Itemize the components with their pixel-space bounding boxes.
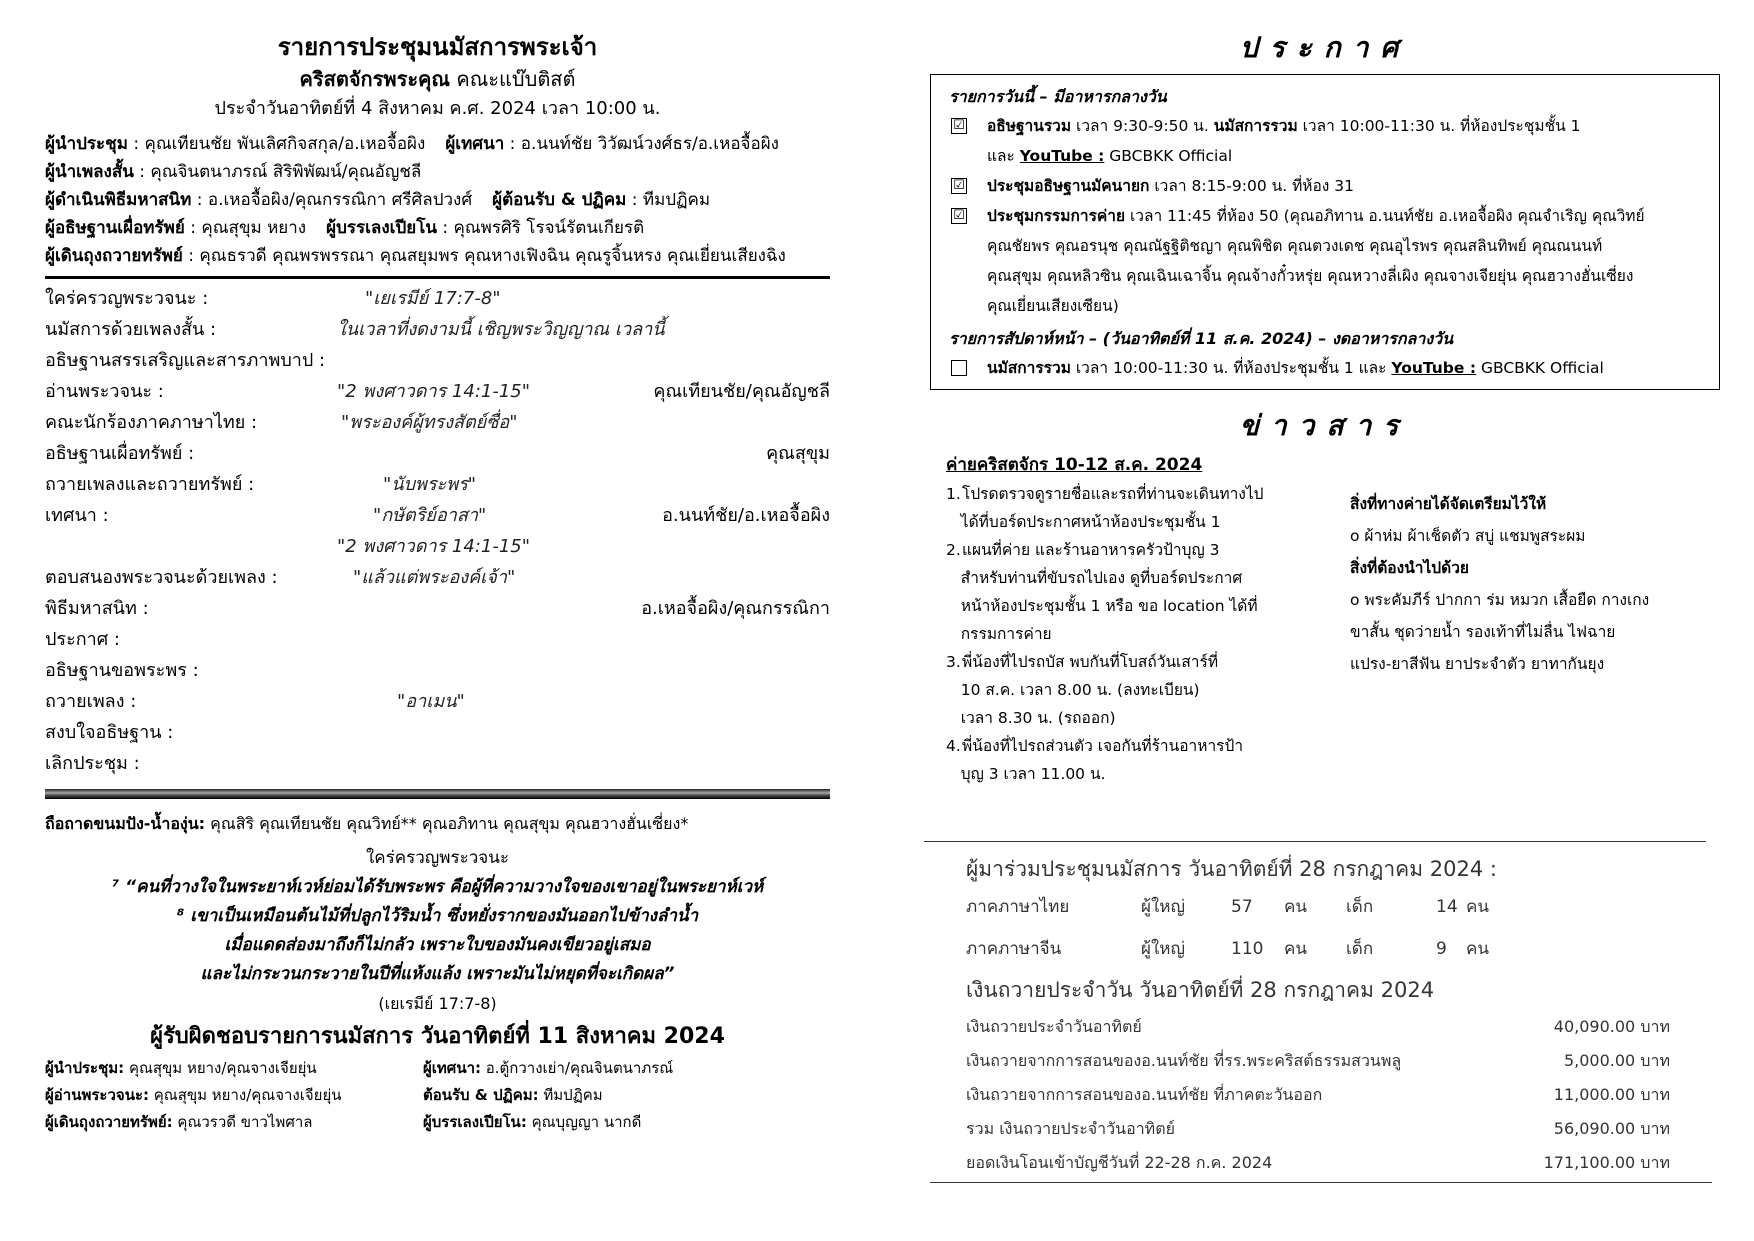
offering-amount: 56,090.00 บาท (1553, 1119, 1670, 1138)
offering-label: เงินถวายประจำวันอาทิตย์ (966, 1017, 1142, 1036)
responsible-row (45, 158, 830, 186)
order-detail: ในเวลาที่งดงามนี้ เชิญพระวิญญาณ เวลานี้ (337, 319, 665, 340)
order-item: คณะนักร้องภาคภาษาไทย : (45, 412, 258, 433)
checkbox-icon (951, 360, 967, 376)
camp-list-item (946, 648, 1316, 732)
announcement-item (949, 171, 1703, 201)
service-date: ประจำวันอาทิตย์ที่ 4 สิงหาคม ค.ศ. 2024 เวลา 10:00 น. (214, 98, 661, 119)
order-item: อธิษฐานขอพระพร : (45, 660, 199, 681)
order-detail: "อาเมน" (397, 691, 465, 712)
order-detail: "เยเรมีย์ 17:7-8" (365, 288, 501, 309)
order-row (45, 283, 830, 314)
role-person: : อ.เหอจื้อผิง/คุณกรรณิกา ศรีศิลปวงศ์ (191, 190, 473, 210)
group-name: ภาคภาษาจีน (966, 939, 1062, 959)
next-week-title: ผู้รับผิดชอบรายการนมัสการ วันอาทิตย์ที่ 11 สิงหาคม 2024 (150, 1024, 725, 1049)
order-detail: "กษัตริย์อาสา" (373, 505, 487, 526)
verse-line: ⁸ เขาเป็นเหมือนต้นไม้ที่ปลูกไว้ริมน้ำ ซึ่งหยั่งรากของมันออกไปข้างลำน้ำ (176, 906, 699, 926)
role-label: ผู้นำเพลงสั้น (45, 162, 134, 182)
role-label: ผู้เทศนา (445, 134, 505, 154)
adult-label: ผู้ใหญ่ (1141, 939, 1185, 959)
unit-label: คน (1466, 897, 1489, 917)
camp-list-item (946, 732, 1316, 788)
church-name: คริสตจักรพระคุณ คณะแบ๊บติสต์ (299, 67, 576, 91)
order-detail: "แล้วแต่พระองค์เจ้า" (353, 567, 516, 588)
attendance-row (966, 886, 1720, 928)
order-row (45, 717, 830, 748)
next-week-responsible (45, 1055, 830, 1136)
responsible-row (45, 130, 830, 158)
order-detail: "2 พงศาวดาร 14:1-15" (337, 536, 531, 557)
role-person: คุณสุขุม หยาง/คุณจางเจียยุ่น (149, 1086, 342, 1104)
attendance-table (966, 886, 1720, 970)
list-text: พี่น้องที่ไปรถบัส พบกันที่โบสถ์วันเสาร์ที่ 10 ส.ค. เวลา 8.00 น. (ลงทะเบียน) เวลา 8.30 น. (รถออก) (946, 653, 1219, 727)
offering-row (966, 1112, 1670, 1146)
responsible-persons (45, 130, 830, 270)
order-item: ประกาศ : (45, 629, 120, 650)
thick-divider (45, 789, 830, 799)
provided-heading: สิ่งที่ทางค่ายได้จัดเตรียมไว้ให้ (1350, 495, 1547, 513)
order-row (45, 748, 830, 779)
order-item: อธิษฐานสรรเสริญและสารภาพบาป : (45, 350, 326, 371)
next-week-entry (45, 1109, 423, 1136)
order-detail: "นับพระพร" (383, 474, 477, 495)
role-label: ผู้อ่านพระวจนะ: (45, 1086, 149, 1104)
responsible-entry (45, 190, 472, 210)
offering-label: เงินถวายจากการสอนของอ.นนท์ชัย ที่รร.พระคริสต์ธรรมสวนพลู (966, 1051, 1402, 1070)
order-row (45, 686, 830, 717)
announcement-text: ประชุมอธิษฐานมัคนายก เวลา 8:15-9:00 น. ที่ห้อง 31 (987, 177, 1355, 195)
responsible-entry (492, 190, 710, 210)
camp-list-item (946, 480, 1316, 536)
offering-row (966, 1044, 1670, 1078)
offering-amount: 171,100.00 บาท (1543, 1153, 1670, 1172)
order-of-service (45, 283, 830, 779)
list-text: โปรดตรวจดูรายชื่อและรถที่ท่านจะเดินทางไป ได้ที่บอร์ดประกาศหน้าห้องประชุมชั้น 1 (946, 485, 1264, 531)
attendance-row (966, 928, 1720, 970)
offering-amount: 5,000.00 บาท (1563, 1051, 1670, 1070)
role-person: : ทีมปฏิคม (626, 190, 711, 210)
divider (45, 276, 830, 279)
order-row (45, 562, 830, 593)
role-label: ผู้บรรเลงเปียโน: (423, 1113, 527, 1131)
role-label: ผู้ดำเนินพิธีมหาสนิท (45, 190, 192, 210)
role-label: ผู้นำประชุม: (45, 1059, 125, 1077)
order-item: เลิกประชุม : (45, 753, 140, 774)
child-label: เด็ก (1346, 939, 1374, 959)
divider (930, 1182, 1712, 1183)
responsible-entry (45, 134, 425, 154)
attendance-title: ผู้มาร่วมประชุมนมัสการ วันอาทิตย์ที่ 28 กรกฎาคม 2024 : (966, 857, 1497, 881)
role-label: ผู้เดินถุงถวายทรัพย์ (45, 246, 183, 266)
role-label: ผู้บรรเลงเปียโน (326, 218, 437, 238)
offering-label: เงินถวายจากการสอนของอ.นนท์ชัย ที่ภาคตะวันออก (966, 1085, 1323, 1104)
list-text: แผนที่ค่าย และร้านอาหารครัวป้าบุญ 3 สำหรับท่านที่ขับรถไปเอง ดูที่บอร์ดประกาศ หน้าห้องประชุมชั้น 1 หรือ ขอ location ได้ที่ กรรมการค่าย (946, 541, 1258, 643)
offering-table (930, 1010, 1670, 1180)
role-label: ผู้นำประชุม (45, 134, 128, 154)
order-person: อ.เหอจื้อผิง/คุณกรรณิกา (641, 598, 830, 619)
order-row (45, 345, 830, 376)
page-title: รายการประชุมนมัสการพระเจ้า (277, 33, 598, 61)
order-row (45, 438, 830, 469)
checked-box-icon: ☑ (951, 208, 967, 224)
next-week-entry (423, 1055, 830, 1082)
responsible-entry (45, 162, 421, 182)
offering-label: ยอดเงินโอนเข้าบัญชีวันที่ 22-28 ก.ค. 2024 (966, 1153, 1273, 1172)
today-items (949, 111, 1703, 321)
offering-row (966, 1010, 1670, 1044)
order-row (45, 624, 830, 655)
offering-row (966, 1078, 1670, 1112)
announcement-text: ประชุมกรรมการค่าย เวลา 11:45 ที่ห้อง 50 (คุณอภิทาน อ.นนท์ชัย อ.เหอจื้อผิง คุณจำเริญ คุณวิทย์ คุณชัยพร คุณอรนุช คุณณัฐฐิติชญา คุณพิชิต คุณตวงเดช คุณอุไรพร คุณสลินทิพย์ คุณณนนท์ คุณสุขุม คุณหลิวซิน คุณเฉินเฉาจิ้น คุณจ้างกั๋วหรุ่ย คุณหวางลี่เผิง คุณจางเจียยุ่น คุณฮวางฮั่นเซี่ยง คุณเยี่ยนเสียงเซียน) (987, 207, 1645, 315)
responsible-entry (445, 134, 779, 154)
order-item: พิธีมหาสนิท : (45, 598, 149, 619)
role-person: คุณวรวดี ขาวไพศาล (172, 1113, 313, 1131)
offering-amount: 40,090.00 บาท (1553, 1017, 1670, 1036)
role-person: : คุณจินตนาภรณ์ สิริพิพัฒน์/คุณอัญชลี (133, 162, 422, 182)
list-number: 4. (946, 737, 961, 755)
responsible-row (45, 242, 830, 270)
responsible-entry (45, 218, 306, 238)
next-heading: รายการสัปดาห์หน้า – (วันอาทิตย์ที่ 11 ส.ค. 2024) – งดอาหารกลางวัน (949, 329, 1454, 348)
order-item: นมัสการด้วยเพลงสั้น : (45, 319, 217, 340)
order-item: ใคร่ครวญพระวจนะ : (45, 288, 209, 309)
order-item: สงบใจอธิษฐาน : (45, 722, 174, 743)
responsible-entry (326, 218, 644, 238)
order-row (45, 655, 830, 686)
order-item: ตอบสนองพระวจนะด้วยเพลง : (45, 567, 278, 588)
next-week-entry (45, 1055, 423, 1082)
role-label: ผู้ต้อนรับ & ปฏิคม (492, 190, 627, 210)
order-item: ถวายเพลงและถวายทรัพย์ : (45, 474, 255, 495)
communion-servers: ถือถาดขนมปัง-น้ำองุ่น: คุณสิริ คุณเทียนชัย คุณวิทย์** คุณอภิทาน คุณสุขุม คุณฮวางฮั่นเซี่ยง* (45, 814, 689, 833)
order-row (45, 469, 830, 500)
order-detail: "พระองค์ผู้ทรงสัตย์ซื่อ" (341, 412, 518, 433)
order-item: อ่านพระวจนะ : (45, 381, 164, 402)
scripture-verse (45, 873, 830, 989)
camp-heading: ค่ายคริสตจักร 10-12 ส.ค. 2024 (946, 455, 1203, 475)
role-person: : คุณธรวดี คุณพรพรรณา คุณสยุมพร คุณหางเฟิงฉิน คุณรูจิ้นหรง คุณเยี่ยนเสียงฉิง (182, 246, 786, 266)
announcement-item (949, 201, 1703, 321)
next-week-entry (423, 1082, 830, 1109)
announcement-title: ประกาศ (1239, 31, 1411, 64)
provided-items: o ผ้าห่ม ผ้าเช็ดตัว สบู่ แชมพูสระผม (1350, 527, 1586, 545)
offering-amount: 11,000.00 บาท (1553, 1085, 1670, 1104)
list-number: 3. (946, 653, 961, 671)
verse-line: ⁷ “คนที่วางใจในพระยาห์เวห์ย่อมได้รับพระพร คือผู้ที่ความวางใจของเขาอยู่ในพระยาห์เวห์ (111, 877, 764, 897)
offering-row (966, 1146, 1670, 1180)
child-count: 9 (1436, 939, 1447, 959)
verse-heading: ใคร่ครวญพระวจนะ (365, 848, 510, 868)
order-person: อ.นนท์ชัย/อ.เหอจื้อผิง (662, 505, 830, 526)
list-number: 1. (946, 485, 961, 503)
camp-list (946, 480, 1316, 788)
responsible-entry (45, 246, 786, 266)
order-row (45, 531, 830, 562)
unit-label: คน (1284, 939, 1307, 959)
role-person: : คุณเทียนชัย พันเลิศกิจสกุล/อ.เหอจื้อผิง (127, 134, 426, 154)
verse-line: และไม่กระวนกระวายในปีที่แห้งแล้ง เพราะมันไม่หยุดที่จะเกิดผล” (200, 964, 675, 984)
child-count: 14 (1436, 897, 1458, 917)
role-label: ผู้อธิษฐานเผื่อทรัพย์ (45, 218, 185, 238)
order-row (45, 500, 830, 531)
announcement-text: อธิษฐานรวม เวลา 9:30-9:50 น. นมัสการรวม เวลา 10:00-11:30 น. ที่ห้องประชุมชั้น 1 และ YouTube : GBCBKK Official (987, 117, 1581, 165)
offering-title: เงินถวายประจำวัน วันอาทิตย์ที่ 28 กรกฎาคม 2024 (966, 978, 1435, 1002)
order-person: คุณสุขุม (766, 443, 830, 464)
news-title: ข่าวสาร (1239, 409, 1411, 442)
checked-box-icon: ☑ (951, 118, 967, 134)
group-name: ภาคภาษาไทย (966, 897, 1070, 917)
order-row (45, 593, 830, 624)
role-person: คุณสุขุม หยาง/คุณจางเจียยุ่น (124, 1059, 317, 1077)
order-of-service-column (45, 30, 830, 1136)
announcement-column (930, 28, 1720, 1183)
announcement-box (930, 74, 1720, 390)
role-person: : อ.นนท์ชัย วิวัฒน์วงศ์ธร/อ.เหอจื้อผิง (504, 134, 779, 154)
bring-items: o พระคัมภีร์ ปากกา ร่ม หมวก เสื้อยืด กางเกง ขาสั้น ชุดว่ายน้ำ รองเท้าที่ไม่ลื่น ไฟฉาย แปรง-ยาสีฟัน ยาประจำตัว ยาทากันยุง (1350, 591, 1650, 673)
offering-label: รวม เงินถวายประจำวันอาทิตย์ (966, 1119, 1175, 1138)
role-person: : คุณสุขุม หยาง (184, 218, 307, 238)
verse-line: เมื่อแดดส่องมาถึงก็ไม่กลัว เพราะใบของมันคงเขียวอยู่เสมอ (224, 935, 651, 955)
unit-label: คน (1284, 897, 1307, 917)
order-detail: "2 พงศาวดาร 14:1-15" (337, 381, 531, 402)
camp-list-item (946, 536, 1316, 648)
adult-count: 57 (1231, 897, 1253, 917)
unit-label: คน (1466, 939, 1489, 959)
order-row (45, 407, 830, 438)
responsible-row (45, 186, 830, 214)
list-text: พี่น้องที่ไปรถส่วนตัว เจอกันที่ร้านอาหารป้า บุญ 3 เวลา 11.00 น. (946, 737, 1244, 783)
camp-news (930, 446, 1720, 841)
order-item: อธิษฐานเผื่อทรัพย์ : (45, 443, 195, 464)
order-person: คุณเทียนชัย/คุณอัญชลี (653, 381, 830, 402)
role-label: ผู้เทศนา: (423, 1059, 482, 1077)
order-item: ถวายเพลง : (45, 691, 137, 712)
order-row (45, 314, 830, 345)
checked-box-icon: ☑ (951, 178, 967, 194)
next-items (949, 353, 1703, 383)
role-person: ทีมปฏิคม (538, 1086, 603, 1104)
announcement-item (949, 111, 1703, 171)
child-label: เด็ก (1346, 897, 1374, 917)
today-heading: รายการวันนี้ – มีอาหารกลางวัน (949, 87, 1167, 106)
next-week-entry (423, 1109, 830, 1136)
adult-label: ผู้ใหญ่ (1141, 897, 1185, 917)
adult-count: 110 (1231, 939, 1264, 959)
role-person: อ.ตู้กวางเย่า/คุณจินตนาภรณ์ (481, 1059, 674, 1077)
bring-heading: สิ่งที่ต้องนำไปด้วย (1350, 559, 1469, 577)
role-label: ต้อนรับ & ปฏิคม: (423, 1086, 539, 1104)
responsible-row (45, 214, 830, 242)
list-number: 2. (946, 541, 961, 559)
order-row (45, 376, 830, 407)
order-item: เทศนา : (45, 505, 109, 526)
announcement-item (949, 353, 1703, 383)
announcement-text: นมัสการรวม เวลา 10:00-11:30 น. ที่ห้องประชุมชั้น 1 และ YouTube : GBCBKK Official (987, 359, 1604, 377)
role-person: คุณบุญญา นากดี (526, 1113, 642, 1131)
attendance (930, 842, 1720, 1010)
next-week-entry (45, 1082, 423, 1109)
role-label: ผู้เดินถุงถวายทรัพย์: (45, 1113, 173, 1131)
verse-reference: (เยเรมีย์ 17:7-8) (378, 994, 497, 1013)
role-person: : คุณพรศิริ โรจน์รัตนเกียรติ (436, 218, 645, 238)
